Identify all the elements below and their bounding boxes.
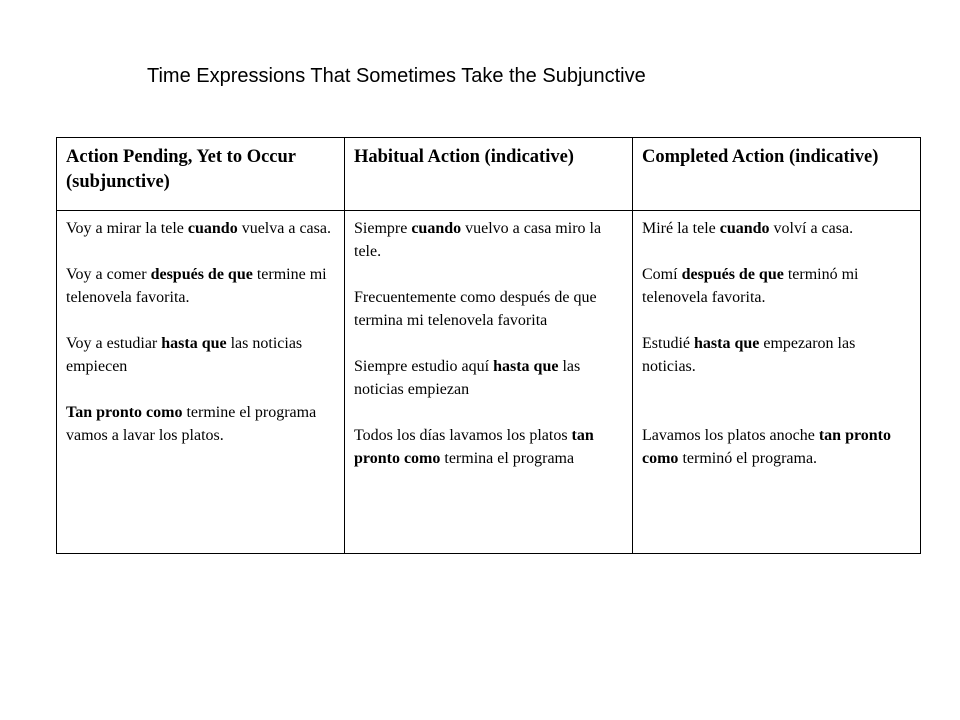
table-body-row	[57, 211, 921, 554]
time-expression-keyword: tan pronto como	[354, 427, 594, 467]
example-sentence: Estudié hasta que empezaron las noticias.	[642, 335, 856, 375]
header-habitual-action: Habitual Action (indicative)	[345, 138, 633, 211]
example-sentence: Todos los días lavamos los platos tan pronto como termina el programa	[354, 427, 594, 467]
example-sentence: Siempre cuando vuelvo a casa miro la tele.	[354, 220, 602, 260]
example-sentence: Comí después de que terminó mi telenovela favorita.	[642, 266, 859, 306]
slide-title: Time Expressions That Sometimes Take the Subjunctive	[147, 65, 646, 87]
time-expression-keyword: tan pronto como	[642, 427, 892, 467]
example-sentence: Lavamos los platos anoche tan pronto como terminó el programa.	[642, 427, 892, 467]
example-sentence: Miré la tele cuando volví a casa.	[642, 220, 854, 237]
time-expression-keyword: cuando	[187, 220, 238, 237]
example-sentence: Voy a estudiar hasta que las noticias empiecen	[66, 335, 303, 375]
time-expressions-table	[56, 137, 921, 554]
example-sentence: Voy a comer después de que termine mi telenovela favorita.	[66, 266, 327, 306]
header-action-pending: Action Pending, Yet to Occur (subjunctive)	[57, 138, 345, 211]
time-expression-keyword: hasta que	[493, 358, 559, 375]
example-sentence: Frecuentemente como después de que termina mi telenovela favorita	[354, 289, 597, 329]
example-sentence: Voy a mirar la tele cuando vuelva a casa.	[66, 220, 331, 237]
time-expression-keyword: hasta que	[694, 335, 760, 352]
table-header-row	[57, 138, 921, 211]
time-expression-keyword: cuando	[411, 220, 462, 237]
column-habitual-action	[345, 211, 633, 554]
header-completed-action: Completed Action (indicative)	[633, 138, 921, 211]
time-expression-keyword: hasta que	[161, 335, 227, 352]
column-completed-action	[633, 211, 921, 554]
time-expression-keyword: después de que	[681, 266, 784, 283]
time-expression-keyword: después de que	[150, 266, 253, 283]
time-expression-keyword: Tan pronto como	[66, 404, 183, 421]
example-sentence: Siempre estudio aquí hasta que las noticias empiezan	[354, 358, 581, 398]
time-expression-keyword: cuando	[719, 220, 770, 237]
column-action-pending	[57, 211, 345, 554]
example-sentence: Tan pronto como termine el programa vamos a lavar los platos.	[66, 404, 317, 444]
